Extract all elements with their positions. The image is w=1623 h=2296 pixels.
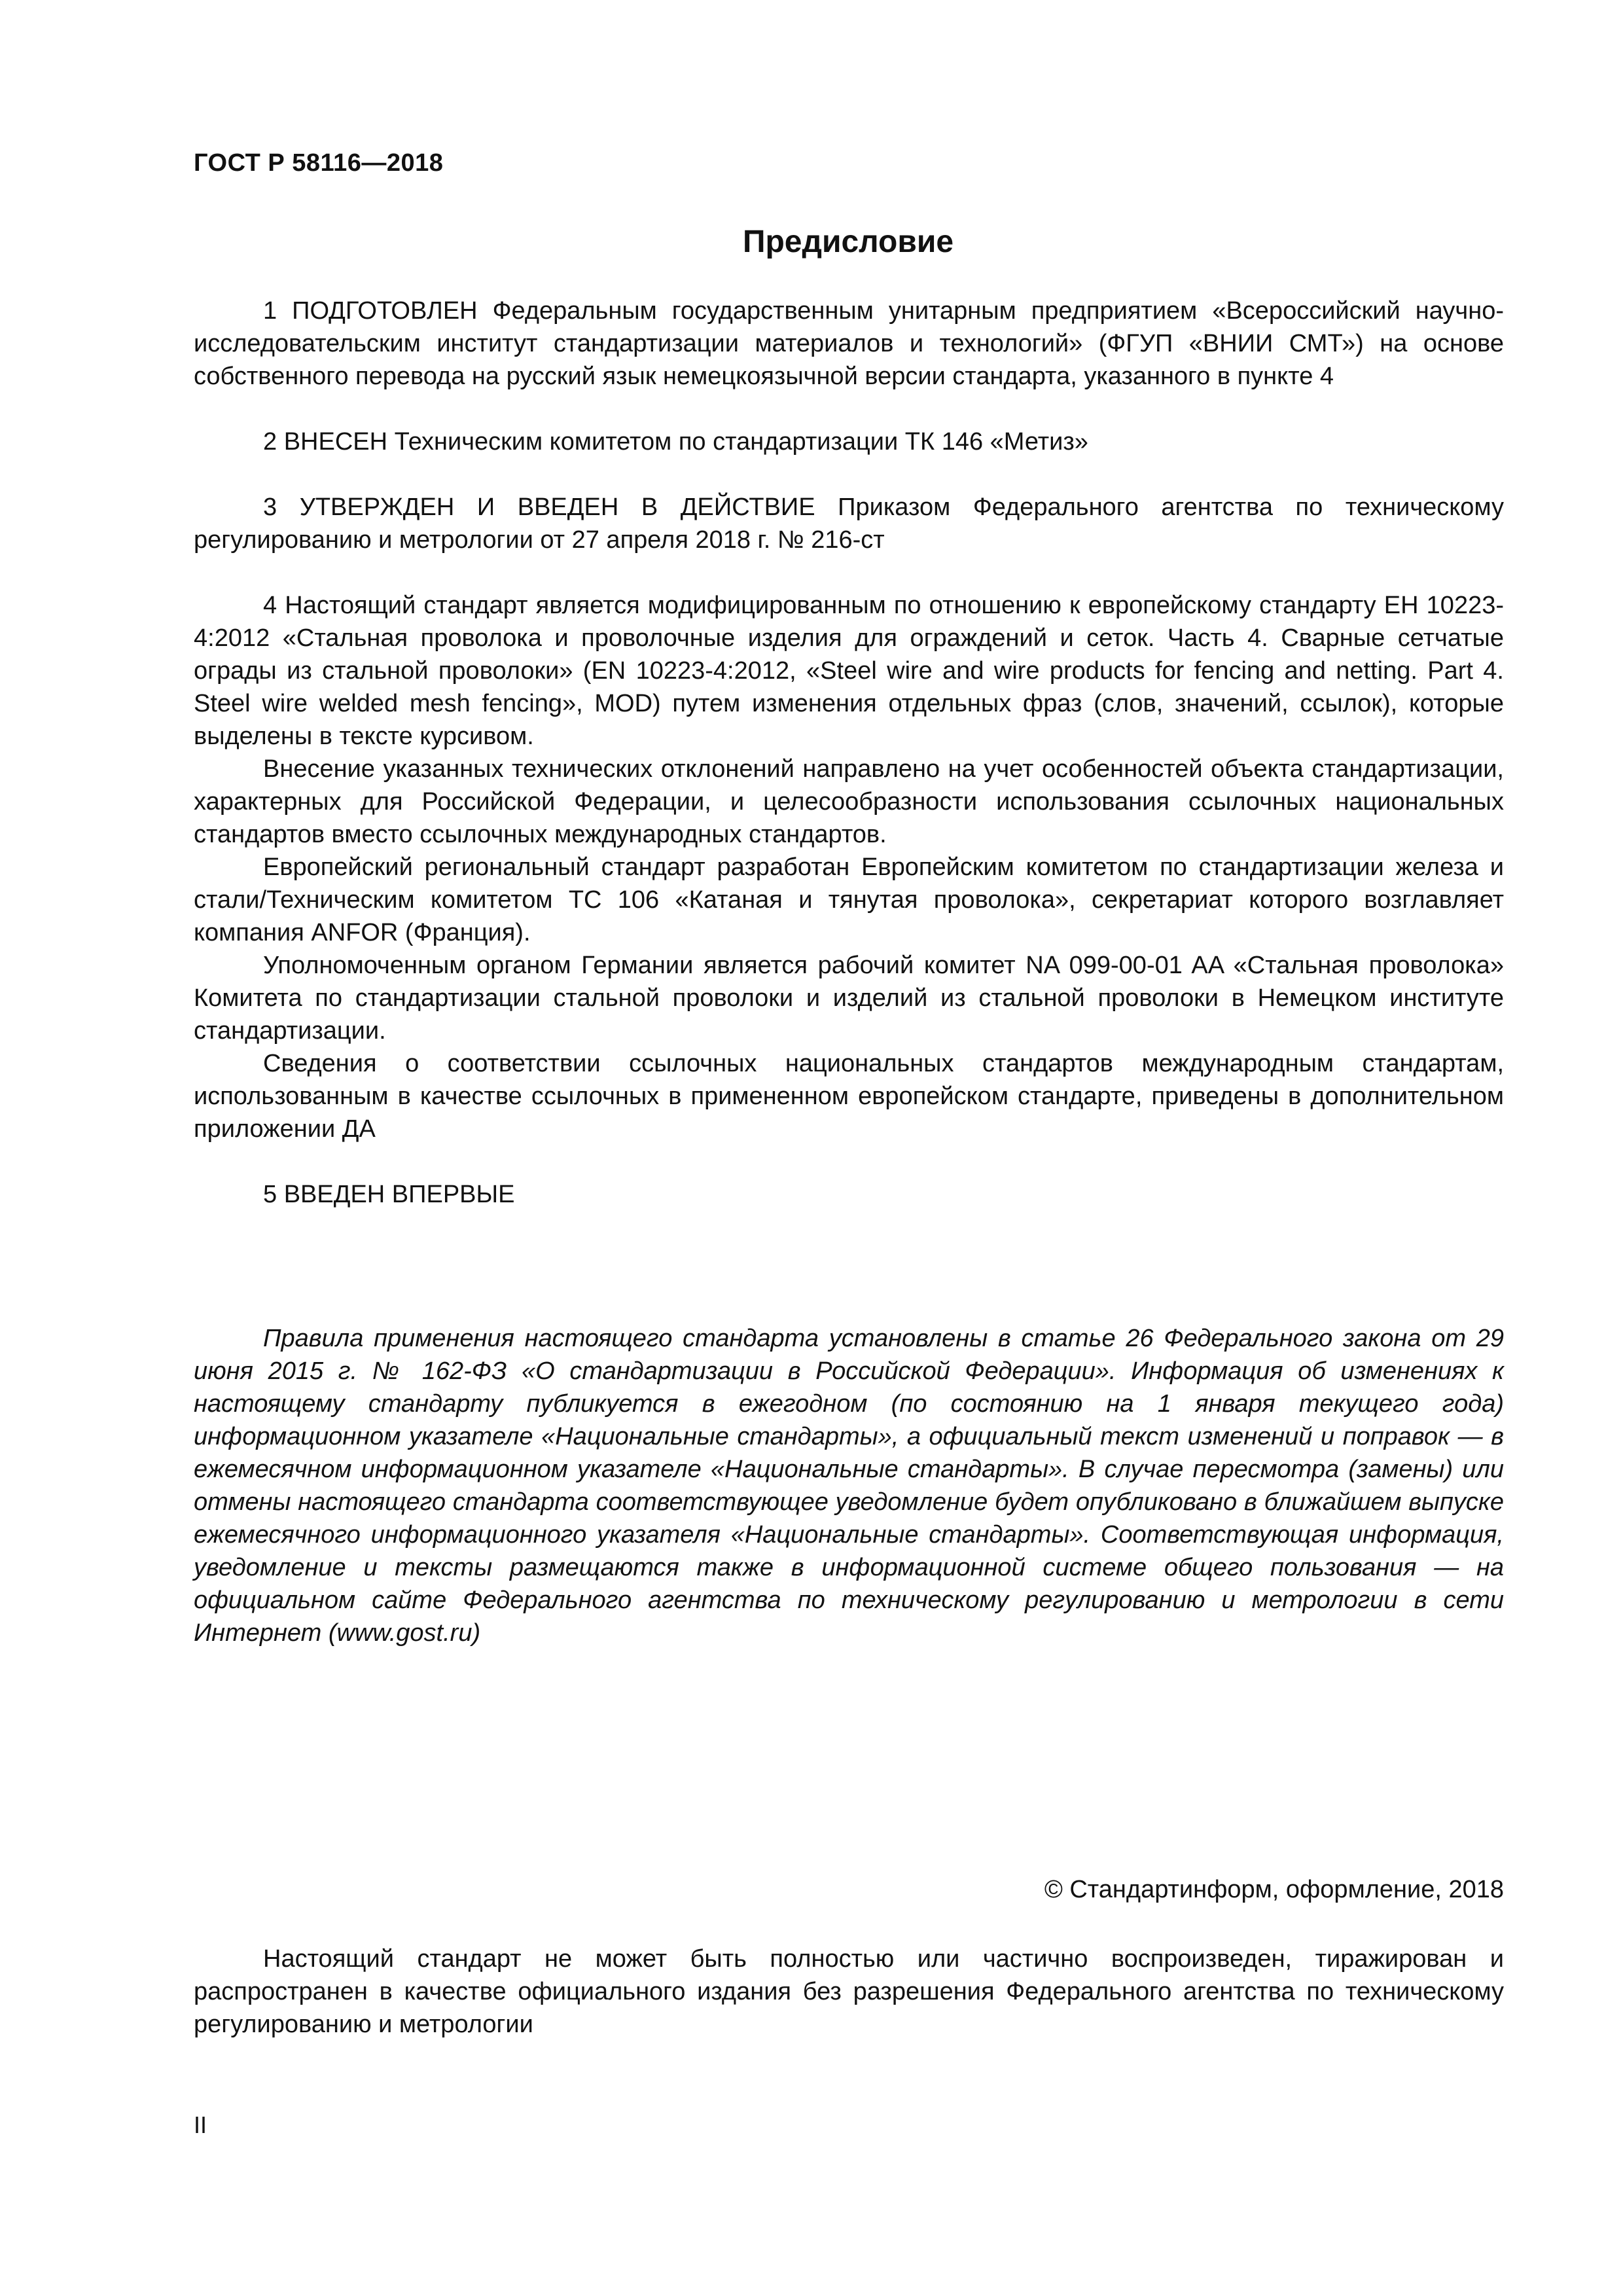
foreword-body [194, 295, 1504, 1211]
copyright: © Стандартинформ, оформление, 2018 [1044, 1876, 1504, 1903]
paragraph-european-standard: Европейский региональный стандарт разработан Европейским комитетом по стандартизации железа и стали/Техническим комитетом ТС 106 «Катаная и тянутая проволока», секретариат которого возглавляет компания ANFOR (Франция). [194, 853, 1504, 946]
reproduction-notice: Настоящий стандарт не может быть полностью или частично воспроизведен, тиражирован и распространен в качестве официального издания без разрешения Федерального агентства по техническому регулированию и метрологии [194, 1945, 1504, 2038]
paragraph-introduced: 2 ВНЕСЕН Техническим комитетом по стандартизации ТК 146 «Метиз» [263, 428, 1088, 456]
paragraph-references: Сведения о соответствии ссылочных национальных стандартов международным стандартам, использованным в качестве ссылочных в примененном европейском стандарте, приведены в дополнительном приложении ДА [194, 1050, 1504, 1143]
paragraph-deviations: Внесение указанных технических отклонений направлено на учет особенностей объекта стандартизации, характерных для Российской Федерации, и целесообразности использования ссылочных национальных стандартов вместо ссылочных международных стандартов. [194, 755, 1504, 848]
standard-code: ГОСТ Р 58116—2018 [194, 149, 444, 177]
application-rules: Правила применения настоящего стандарта установлены в статье 26 Федерального закона от 29 июня 2015 г. № 162-ФЗ «О стандартизации в Российской Федерации». Информация об изменениях к настоящему стандарту публикуется в ежегодном (по состоянию на 1 января текущего года) информационном указателе «Национальные стандарты», а официальный текст изменений и поправок — в ежемесячном информационном указателе «Национальные стандарты». В случае пересмотра (замены) или отмены настоящего стандарта соответствующее уведомление будет опубликовано в ближайшем выпуске ежемесячного информационного указателя «Национальные стандарты». Соответствующая информация, уведомление и тексты размещаются также в информационной системе общего пользования — на официальном сайте Федерального агентства по техническому регулированию и метрологии в сети Интернет (www.gost.ru) [194, 1325, 1504, 1647]
paragraph-german-body: Уполномоченным органом Германии является рабочий комитет NA 099-00-01 AA «Стальная проволока» Комитета по стандартизации стальной проволоки и изделий из стальной проволоки в Немецком институте стандартизации. [194, 952, 1504, 1045]
paragraph-prepared: 1 ПОДГОТОВЛЕН Федеральным государственным унитарным предприятием «Всероссийский научно-исследовательским институт стандартизации материалов и технологий» (ФГУП «ВНИИ СМТ») на основе собственного перевода на русский язык немецкоязычной версии стандарта, указанного в пункте 4 [194, 297, 1504, 390]
page-title: Предисловие [742, 224, 954, 259]
paragraph-modified: 4 Настоящий стандарт является модифицированным по отношению к европейскому стандарту ЕН 10223-4:2012 «Стальная проволока и проволочные изделия для ограждений и сеток. Часть 4. Сварные сетчатые ограды из стальной проволоки» (EN 10223-4:2012, «Steel wire and wire products for fencing and netting. Part 4. Steel wire welded mesh fencing», MOD) путем изменения отдельных фраз (слов, значений, ссылок), которые выделены в тексте курсивом. [194, 592, 1504, 750]
page-number: II [194, 2111, 207, 2138]
paragraph-approved: 3 УТВЕРЖДЕН И ВВЕДЕН В ДЕЙСТВИЕ Приказом Федерального агентства по техническому регулированию и метрологии от 27 апреля 2018 г. № 216-ст [194, 493, 1504, 554]
paragraph-first-introduced: 5 ВВЕДЕН ВПЕРВЫЕ [263, 1181, 515, 1208]
